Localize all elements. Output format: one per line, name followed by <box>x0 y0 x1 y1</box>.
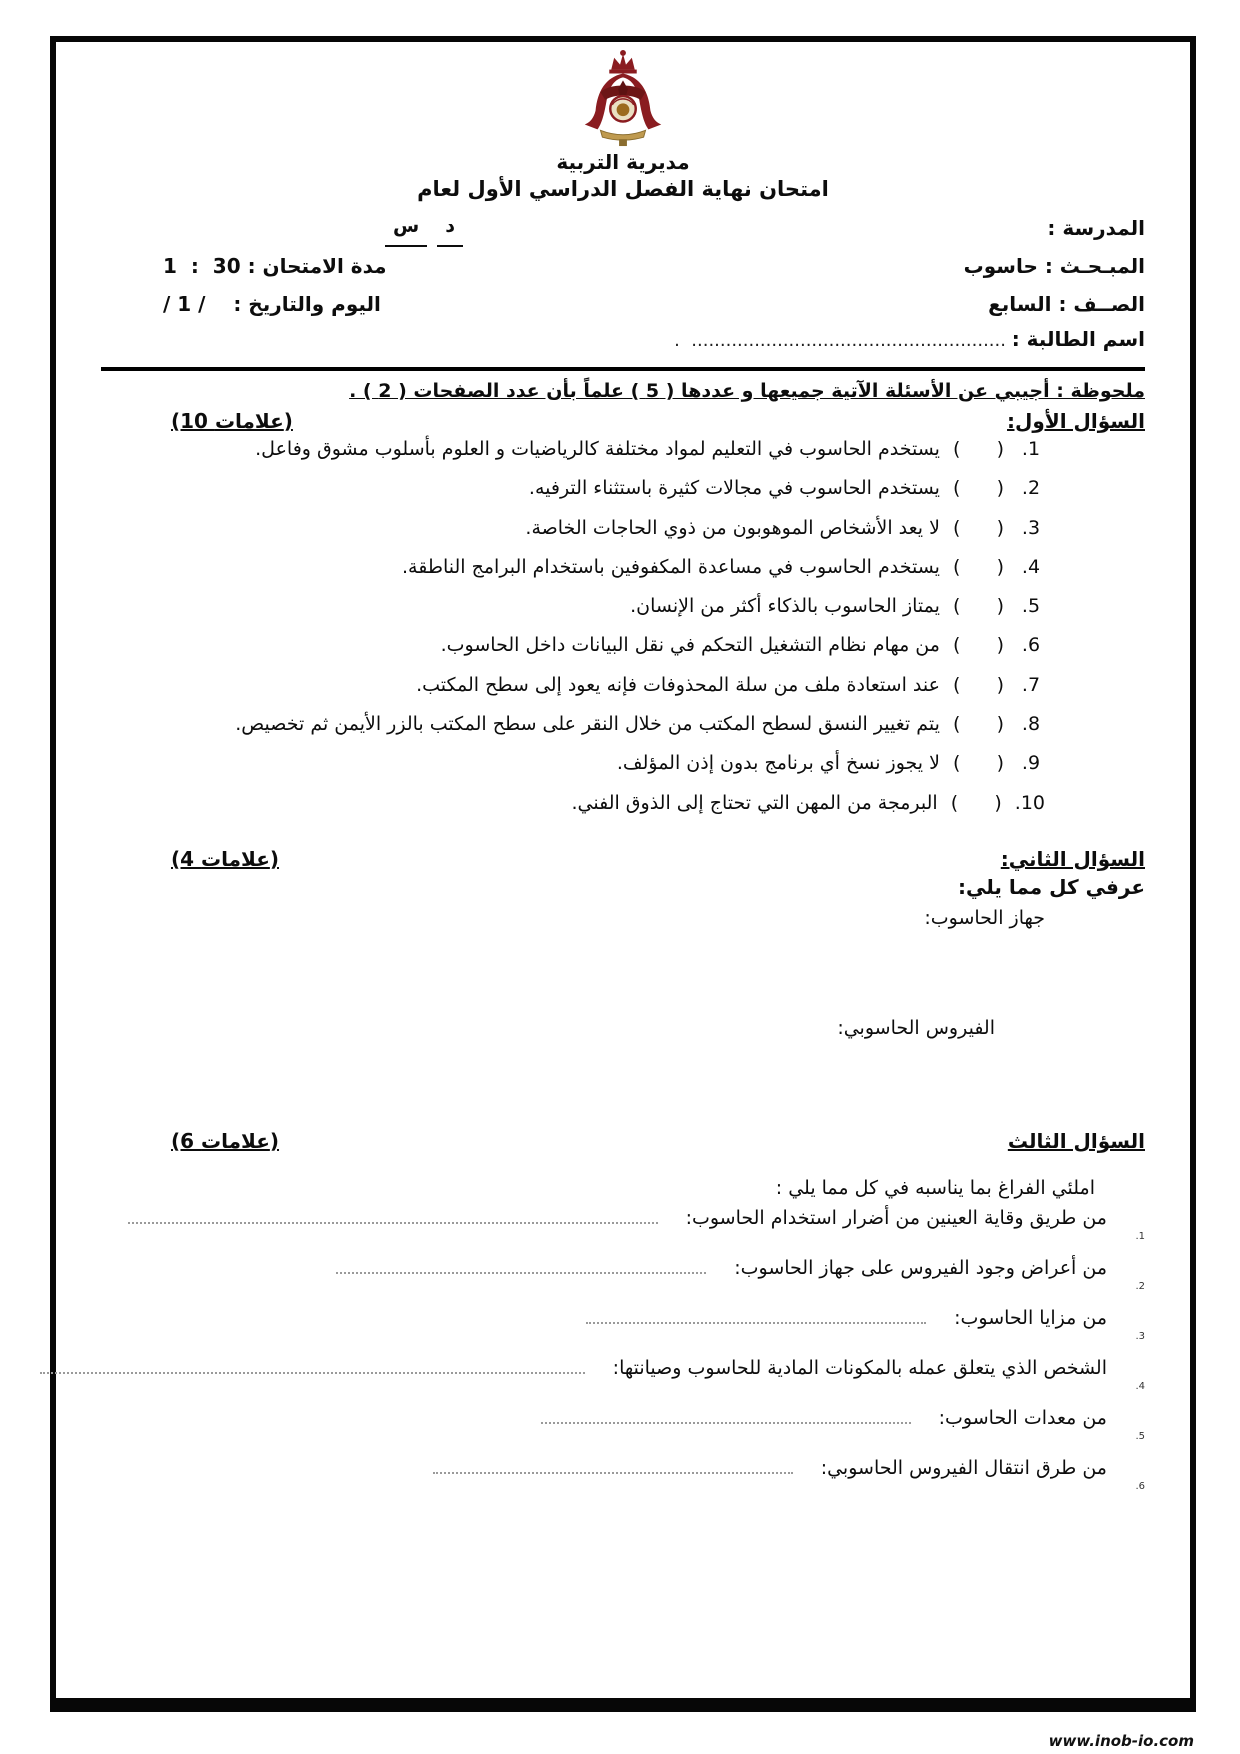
fill-blank-item <box>101 1407 1145 1457</box>
jordan-coat-of-arms-icon <box>572 48 674 148</box>
answer-dotted-line <box>586 1312 926 1324</box>
exam-title: امتحان نهاية الفصل الدراسي الأول لعام <box>417 177 829 201</box>
true-false-item <box>101 674 1045 713</box>
item-number: 5. <box>1021 595 1041 618</box>
answer-blank: ( ) <box>952 673 1004 696</box>
answer-dotted-line <box>541 1412 911 1424</box>
true-false-item <box>101 595 1045 634</box>
item-statement: يستخدم الحاسوب في مجالات كثيرة باستثناء الترفيه. <box>528 477 940 500</box>
grade-label: الصــف : السابع <box>988 292 1145 316</box>
item-statement: يستخدم الحاسوب في التعليم لمواد مختلفة كالرياضيات و العلوم بأسلوب مشوق وفاعل. <box>255 438 940 460</box>
item-number: 6. <box>1135 1481 1145 1493</box>
answer-dotted-line <box>336 1262 706 1274</box>
duration-label: مدة الامتحان : 30 : 1 <box>163 254 387 278</box>
exam-info-left-column <box>163 209 463 323</box>
item-statement: من مهام نظام التشغيل التحكم في نقل البيانات داخل الحاسوب. <box>440 634 940 657</box>
question3-header <box>101 1129 1145 1153</box>
item-number: 6. <box>1021 634 1041 657</box>
item-prompt: من طرق انتقال الفيروس الحاسوبي: <box>820 1456 1107 1479</box>
question3-title: السؤال الثالث <box>1007 1128 1145 1153</box>
directorate-title: مديرية التربية <box>556 150 690 174</box>
true-false-item <box>101 556 1045 595</box>
duration-units <box>385 209 463 247</box>
question2-instruction: عرفي كل مما يلي: <box>957 874 1145 899</box>
page-border-frame <box>50 36 1196 1712</box>
fill-blank-item <box>101 1207 1145 1257</box>
question1-title: السؤال الأول: <box>1007 409 1145 433</box>
question2-marks: (4 علامات) <box>171 846 280 871</box>
item-statement: عند استعادة ملف من سلة المحذوفات فإنه يعود إلى سطح المكتب. <box>416 673 940 696</box>
question3-instruction: املئي الفراغ بما يناسبه في كل مما يلي : <box>775 1176 1095 1199</box>
fill-blank-item <box>101 1357 1145 1407</box>
item-number: 8. <box>1021 713 1041 736</box>
separator-rule <box>101 367 1145 371</box>
item-statement: يمتاز الحاسوب بالذكاء أكثر من الإنسان. <box>630 595 940 618</box>
fill-blank-item <box>101 1257 1145 1307</box>
question1-list <box>101 438 1045 831</box>
item-number: 5. <box>1135 1431 1145 1443</box>
question3-list <box>101 1207 1145 1507</box>
answer-blank: ( ) <box>952 713 1004 736</box>
subject-label: المبـحـث : حاسوب <box>963 254 1145 278</box>
emblem-container <box>101 48 1145 150</box>
item-number: 7. <box>1021 673 1041 696</box>
definition-term-computer: جهاز الحاسوب: <box>924 906 1045 929</box>
student-name-blank: ....................................................... . <box>674 330 1012 351</box>
item-statement: لا يجوز نسخ أي برنامج بدون إذن المؤلف. <box>616 752 940 775</box>
question2-header <box>101 847 1145 871</box>
hours-unit-label: س <box>385 209 427 247</box>
school-label: المدرسة : <box>1047 216 1145 240</box>
item-number: 10. <box>1014 791 1045 814</box>
item-statement: لا يعد الأشخاص الموهوبون من ذوي الحاجات الخاصة. <box>525 516 940 539</box>
answer-dotted-line <box>40 1362 585 1374</box>
answer-blank: ( ) <box>952 595 1004 618</box>
item-number: 3. <box>1135 1331 1145 1343</box>
item-prompt: من طريق وقاية العينين من أضرار استخدام الحاسوب: <box>685 1206 1107 1229</box>
exam-note: ملحوظة : أجيبي عن الأسئلة الآتية جميعها و عددها ( 5 ) علماً بأن عدد الصفحات ( 2 ) . <box>349 380 1145 402</box>
answer-blank: ( ) <box>952 634 1004 657</box>
question1-marks: (10 علامات) <box>171 409 293 433</box>
answer-blank: ( ) <box>952 477 1004 500</box>
student-name-line <box>101 325 1145 355</box>
item-statement: يستخدم الحاسوب في مساعدة المكفوفين باستخدام البرامج الناطقة. <box>402 555 940 578</box>
question1-header <box>101 409 1145 433</box>
item-prompt: من أعراض وجود الفيروس على جهاز الحاسوب: <box>734 1256 1107 1279</box>
answer-dotted-line <box>433 1462 793 1474</box>
fill-blank-item <box>101 1307 1145 1357</box>
answer-dotted-line <box>128 1212 658 1224</box>
question3-marks: (6 علامات) <box>171 1128 280 1153</box>
exam-info-block <box>101 209 1145 323</box>
answer-blank: ( ) <box>952 555 1004 578</box>
answer-blank: ( ) <box>952 438 1004 460</box>
item-statement: البرمجة من المهن التي تحتاج إلى الذوق الفني. <box>571 791 938 814</box>
item-prompt: من مزايا الحاسوب: <box>954 1306 1107 1329</box>
true-false-item <box>101 477 1045 516</box>
item-number: 9. <box>1021 752 1041 775</box>
item-number: 3. <box>1021 516 1041 539</box>
student-name-label: اسم الطالبة : <box>1011 327 1145 351</box>
watermark: www.inob-io.com <box>1048 1732 1194 1750</box>
item-statement: يتم تغيير النسق لسطح المكتب من خلال النقر على سطح المكتب بالزر الأيمن ثم تخصيص. <box>235 713 940 736</box>
item-prompt: الشخص الذي يتعلق عمله بالمكونات المادية للحاسوب وصيانتها: <box>612 1356 1107 1379</box>
item-number: 4. <box>1135 1381 1145 1393</box>
true-false-item <box>101 752 1045 791</box>
item-prompt: من معدات الحاسوب: <box>938 1406 1107 1429</box>
answer-blank: ( ) <box>952 752 1004 775</box>
definition-term-virus: الفيروس الحاسوبي: <box>837 1016 995 1039</box>
true-false-item <box>101 517 1045 556</box>
item-number: 1. <box>1135 1231 1145 1243</box>
answer-blank: ( ) <box>952 516 1004 539</box>
item-number: 2. <box>1135 1281 1145 1293</box>
item-number: 2. <box>1021 477 1041 500</box>
true-false-item <box>101 438 1045 477</box>
item-number: 1. <box>1021 438 1041 460</box>
item-number: 4. <box>1021 555 1041 578</box>
true-false-item <box>101 713 1045 752</box>
fill-blank-item <box>101 1457 1145 1507</box>
true-false-item <box>101 792 1045 831</box>
minutes-unit-label: د <box>437 209 463 247</box>
question2-title: السؤال الثاني: <box>1000 846 1145 871</box>
date-label: اليوم والتاريخ : / 1 / <box>163 292 381 316</box>
true-false-item <box>101 634 1045 673</box>
answer-blank: ( ) <box>950 791 1002 814</box>
